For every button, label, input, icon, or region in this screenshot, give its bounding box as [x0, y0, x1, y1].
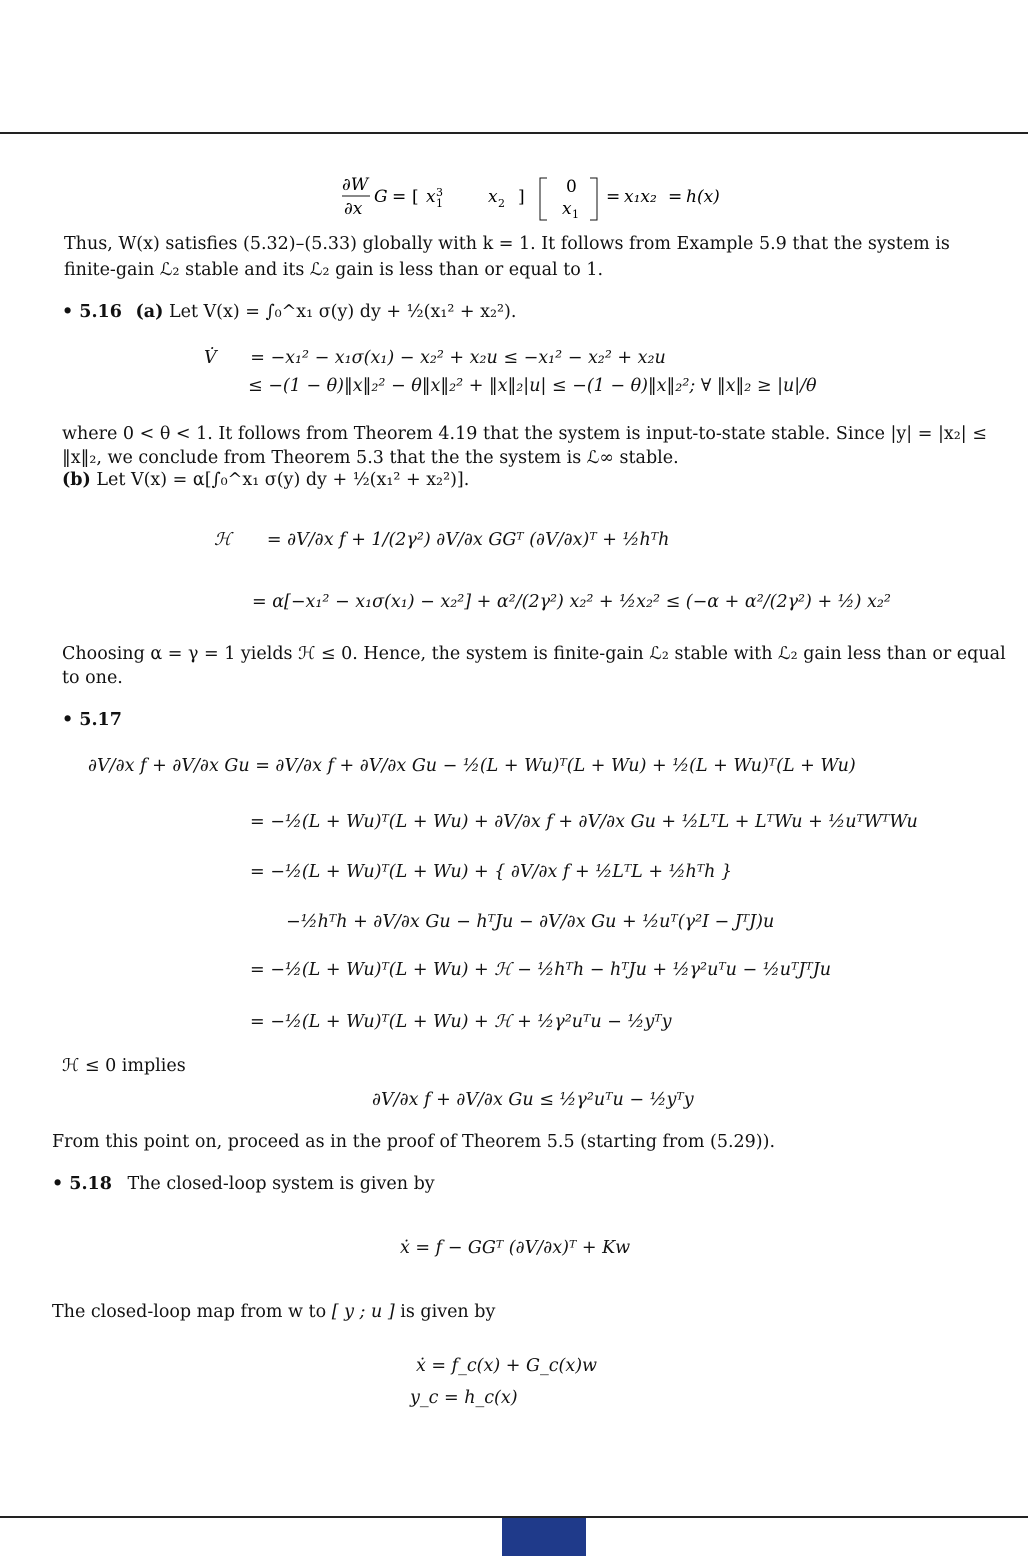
- vdot-rhs-2: ≤ −(1 − θ)‖x‖₂² − θ‖x‖₂² + ‖x‖₂|u| ≤ −(1 − θ)‖x‖₂²; ∀ ‖x‖₂ ≥ |u|/θ: [248, 376, 817, 396]
- vdot-lhs: V̇: [204, 348, 217, 368]
- derivation-line: ∂V/∂x f + ∂V/∂x Gu = ∂V/∂x f + ∂V/∂x Gu − ½(L + Wu)ᵀ(L + Wu) + ½(L + Wu)ᵀ(L + Wu): [88, 756, 856, 776]
- map-text: [52, 1302, 495, 1324]
- dissipation-inequality: ∂V/∂x f + ∂V/∂x Gu ≤ ½γ²uᵀu − ½yᵀy: [372, 1090, 694, 1110]
- section-number: • 5.16: [62, 302, 122, 322]
- paragraph-line: where 0 < θ < 1. It follows from Theorem 4.19 that the system is input-to-state stable. Since |y| = |x₂| ≤: [62, 424, 987, 444]
- svg-text:x: x: [426, 187, 436, 207]
- section-518-text: The closed-loop system is given by: [127, 1174, 435, 1194]
- equation-dw-dx-g-render: [340, 172, 740, 222]
- derivation-line: = −½(L + Wu)ᵀ(L + Wu) + ∂V/∂x f + ∂V/∂x Gu + ½LᵀL + LᵀWu + ½uᵀWᵀWu: [250, 812, 918, 832]
- derivation-line: = −½(L + Wu)ᵀ(L + Wu) + ℋ + ½γ²uᵀu − ½yᵀy: [250, 1012, 672, 1032]
- part-a-label: (a): [135, 302, 164, 322]
- hamiltonian-rhs-2: = α[−x₁² − x₁σ(x₁) − x₂²] + α²/(2γ²) x₂² + ½x₂² ≤ (−α + α²/(2γ²) + ½) x₂²: [252, 592, 891, 612]
- section-516-heading: [62, 302, 516, 324]
- hamiltonian-line-2: [252, 592, 891, 612]
- paragraph-line: ‖x‖₂, we conclude from Theorem 5.3 that the the system is ℒ∞ stable.: [62, 448, 679, 468]
- section-number: • 5.17: [62, 710, 122, 730]
- svg-text:∂W: ∂W: [342, 175, 369, 195]
- derivation-line: −½hᵀh + ∂V/∂x Gu − hᵀJu − ∂V/∂x Gu + ½uᵀ(γ²I − JᵀJ)u: [286, 912, 775, 932]
- paragraph-line: to one.: [62, 668, 123, 688]
- vdot-rhs-1: = −x₁² − x₁σ(x₁) − x₂² + x₂u ≤ −x₁² − x₂² + x₂u: [250, 348, 666, 368]
- svg-text:x₁x₂: x₁x₂: [624, 187, 657, 207]
- proceed-text: From this point on, proceed as in the proof of Theorem 5.5 (starting from (5.29)).: [52, 1132, 776, 1152]
- svg-text:x: x: [488, 187, 498, 207]
- hamiltonian-rhs-1: = ∂V/∂x f + 1/(2γ²) ∂V/∂x GGᵀ (∂V/∂x)ᵀ + ½hᵀh: [266, 530, 670, 550]
- svg-text:1: 1: [572, 208, 579, 221]
- system-output-equation: y_c = h_c(x): [410, 1388, 518, 1408]
- implies-label: ℋ ≤ 0 implies: [62, 1056, 186, 1076]
- part-b-label: (b): [62, 470, 91, 490]
- paragraph-line: Thus, W(x) satisfies (5.32)–(5.33) globally with k = 1. It follows from Example 5.9 that the system is: [64, 234, 950, 254]
- closed-loop-equation: ẋ = f − GGᵀ (∂V/∂x)ᵀ + Kw: [400, 1238, 631, 1258]
- svg-text:h(x): h(x): [686, 187, 720, 207]
- derivation-line: = −½(L + Wu)ᵀ(L + Wu) + ℋ − ½hᵀh − hᵀJu + ½γ²uᵀu − ½uᵀJᵀJu: [250, 960, 831, 980]
- part-a-text: Let V(x) = ∫₀^x₁ σ(y) dy + ½(x₁² + x₂²).: [168, 302, 517, 322]
- vdot-line-2: [248, 376, 817, 396]
- section-number: • 5.18: [52, 1174, 112, 1194]
- svg-text:]: ]: [518, 187, 525, 207]
- top-rule: [0, 132, 1028, 134]
- svg-text:G: G: [374, 187, 388, 207]
- svg-text:=: =: [606, 187, 621, 207]
- svg-text:=: =: [668, 187, 683, 207]
- svg-text:[: [: [412, 187, 419, 207]
- map-text-a: The closed-loop map from w to: [52, 1302, 327, 1322]
- paragraph-line: Choosing α = γ = 1 yields ℋ ≤ 0. Hence, the system is finite-gain ℒ₂ stable with ℒ₂ gain less than or equal: [62, 644, 1006, 664]
- svg-text:3: 3: [436, 186, 443, 199]
- hamiltonian-lhs: ℋ: [214, 530, 232, 550]
- part-b: [62, 470, 469, 492]
- section-517-heading: [62, 710, 122, 732]
- hamiltonian-line-1: [214, 530, 669, 550]
- svg-text:x: x: [562, 199, 572, 219]
- paragraph-line: finite-gain ℒ₂ stable and its ℒ₂ gain is less than or equal to 1.: [64, 260, 604, 280]
- system-state-equation: ẋ = f_c(x) + G_c(x)w: [416, 1356, 598, 1376]
- equation-dw-dx-g: [340, 172, 740, 222]
- derivation-line: = −½(L + Wu)ᵀ(L + Wu) + { ∂V/∂x f + ½LᵀL + ½hᵀh }: [250, 862, 733, 882]
- page-number-box: [502, 1518, 586, 1556]
- section-518-heading: [52, 1174, 435, 1196]
- svg-text:1: 1: [436, 197, 443, 210]
- svg-text:=: =: [392, 187, 407, 207]
- map-vector: [ y ; u ]: [331, 1302, 395, 1322]
- svg-text:0: 0: [566, 177, 577, 197]
- map-text-b: is given by: [400, 1302, 496, 1322]
- svg-text:∂x: ∂x: [344, 199, 363, 219]
- vdot-line-1: [204, 348, 666, 368]
- svg-text:2: 2: [498, 197, 505, 210]
- part-b-text: Let V(x) = α[∫₀^x₁ σ(y) dy + ½(x₁² + x₂²)].: [96, 470, 470, 490]
